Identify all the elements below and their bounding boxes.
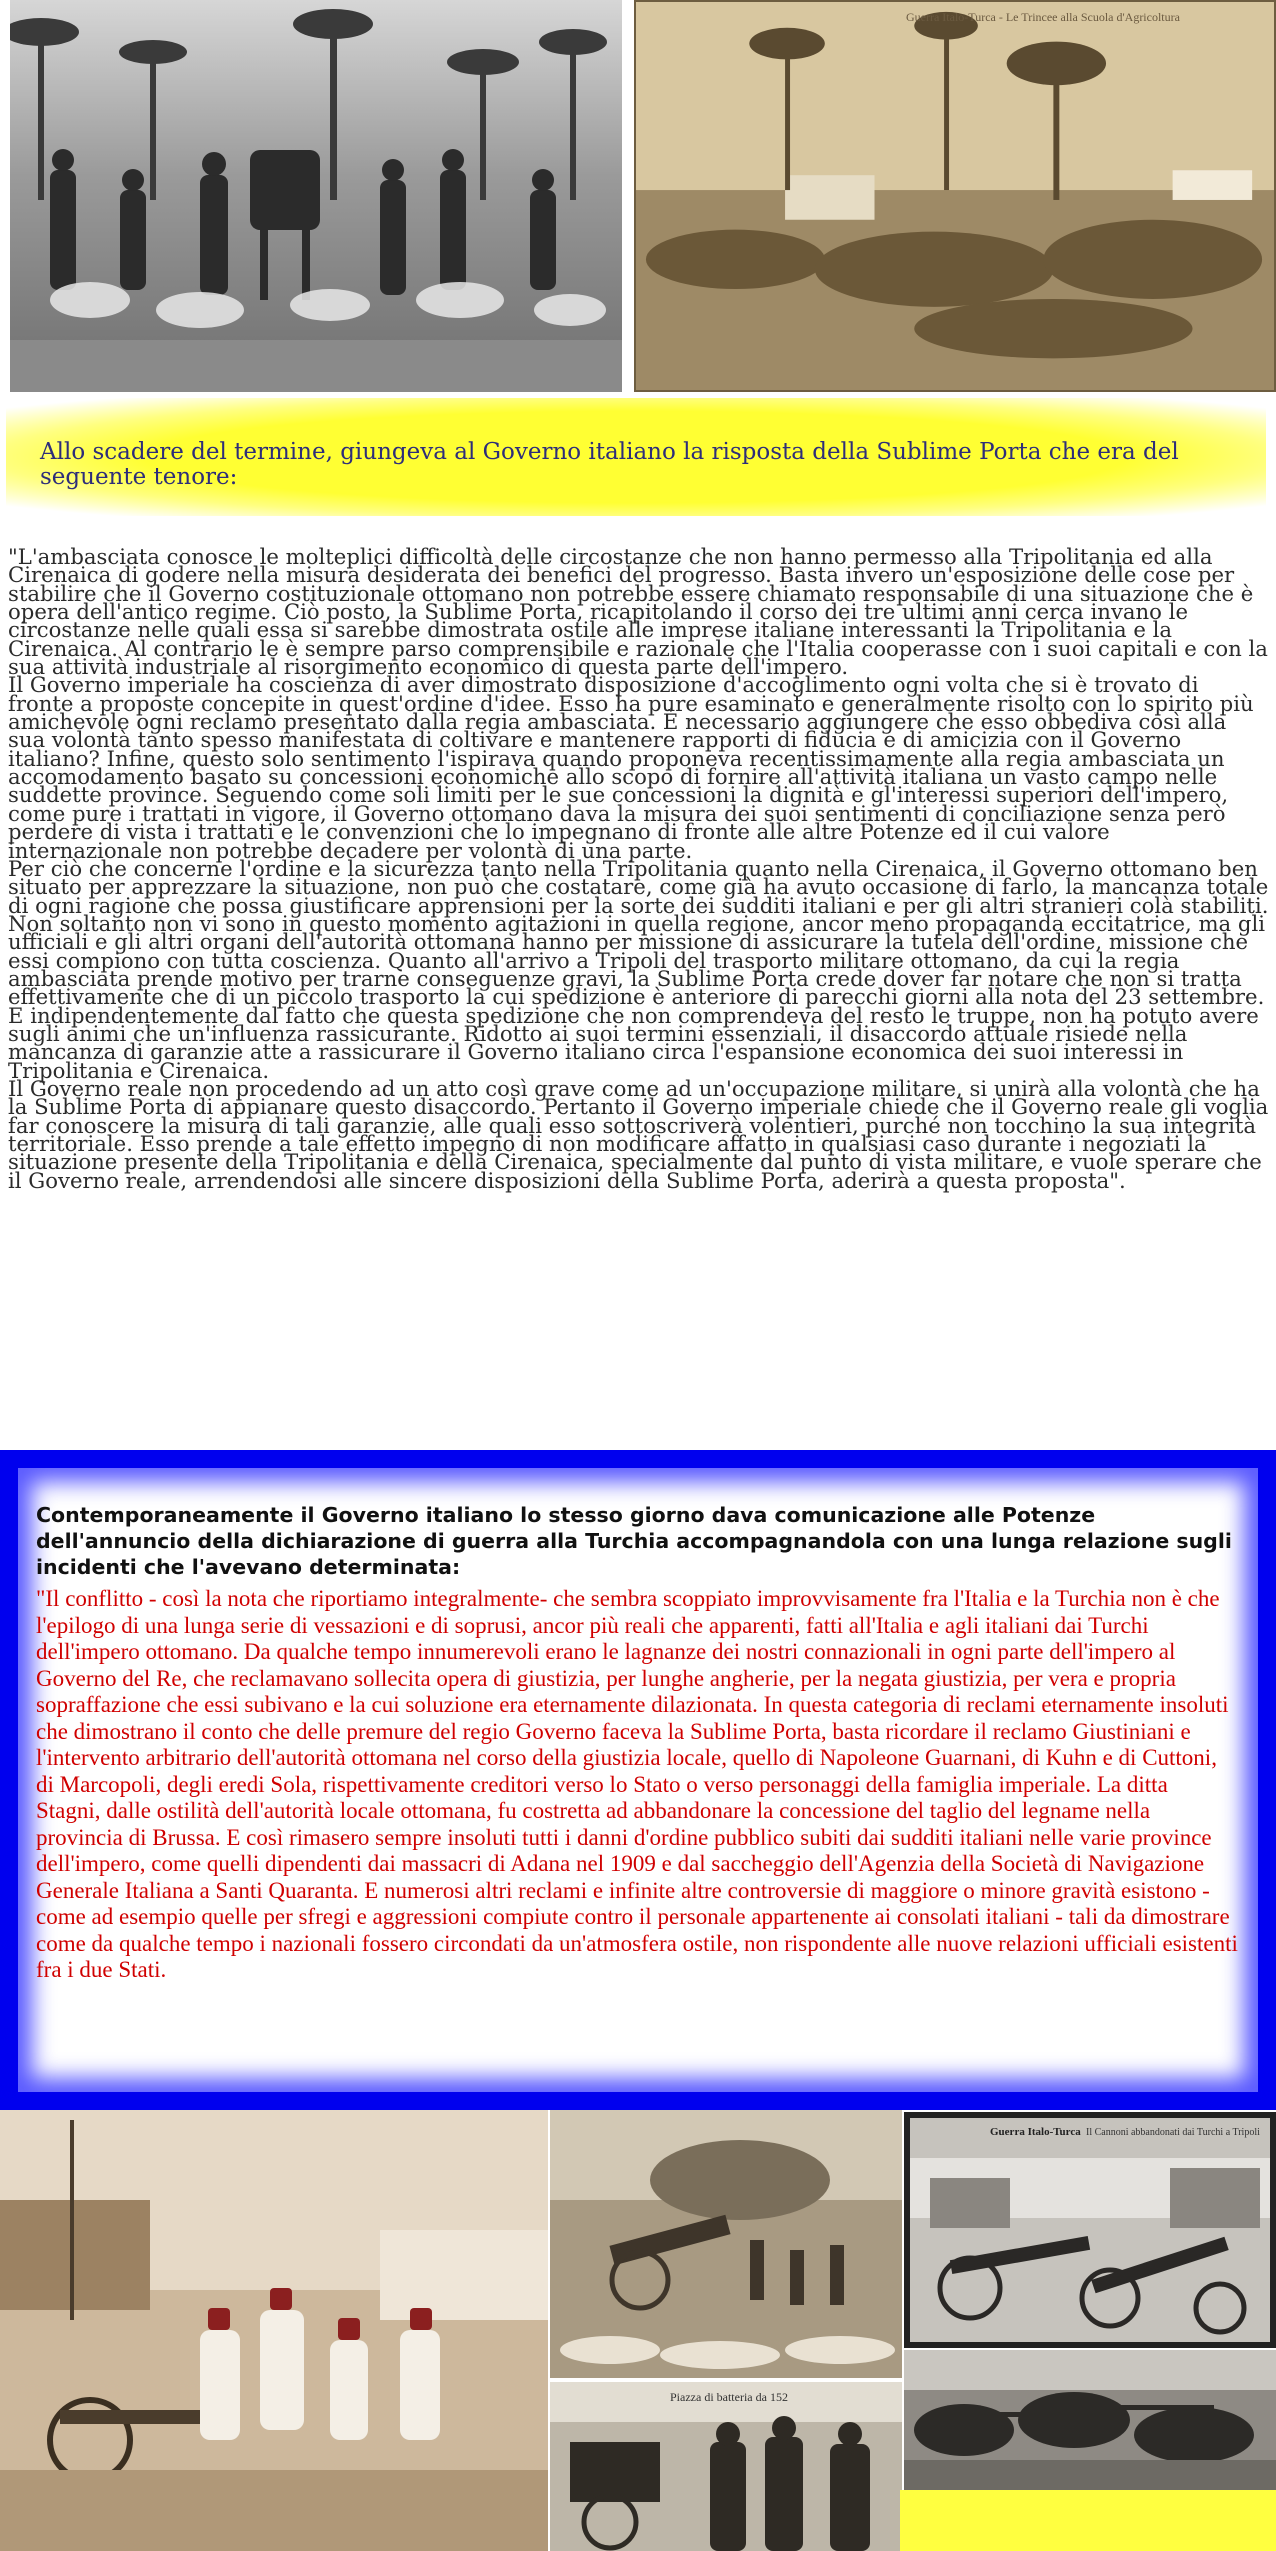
letter-paragraph: Il Governo imperiale ha coscienza di aver dimostrato disposizione d'accoglimento ogni volta che si è trovato di fronte a proposte concepite in quest'ordine d'idee. Esso ha pure esaminato e generalmente risolto con lo spirito più amichevole ogni reclamo presentato dalla regia ambasciata. È necessario aggiungere che esso obbediva così alla sua volontà tanto spesso manifestata di coltivare e mantenere rapporti di fiducia e di amicizia con il Governo italiano? Infine, questo solo sentimento l'ispirava quando proponeva recentissimamente alla regia ambasciata un accomodamento basato su concessioni economiche allo scopo di fornire all'attività italiana un vasto campo nelle suddette province. Seguendo come soli limiti per le sue concessioni la dignità e gl'interessi superiori dell'impero, come pure i trattati in vigore, il Governo ottomano dava la misura dei suoi sentimenti di conciliazione senza però perdere di vista i trattati e le convenzioni che lo impegnano di fronte alle altre Potenze ed il cui valore internazionale non potrebbe decadere per volontà di una parte. — [8, 672, 1254, 863]
letter-paragraph: Per ciò che concerne l'ordine e la sicurezza tanto nella Tripolitania quanto nella Cirenaica, il Governo ottomano ben situato per apprezzare la situazione, non può che costatare, come già ha avuto occasione di farlo, la mancanza totale di ogni ragione che possa giustificare apprensioni per la sorte dei sudditi italiani e per gli altri stranieri colà stabiliti. Non soltanto non vi sono in questo momento agitazioni in quella regione, ancor meno propaganda eccitatrice, ma gli ufficiali e gli altri organi dell'autorità ottomana hanno per missione di assicurare la tutela dell'ordine, missione che essi compiono con tutta coscienza. Quanto all'arrivo a Tripoli del trasporto militare ottomano, da cui la regia ambasciata prende motivo per trarne conseguenze gravi, la Sublime Porta crede dover far notare che non si tratta effettivamente che di un piccolo trasporto la cui spedizione è anteriore di parecchi giorni alla nota del 23 settembre. E indipendentemente dal fatto che questa spedizione che non comprendeva del resto le truppe, non ha potuto avere sugli animi che un'influenza rassicurante. Ridotto ai suoi termini essenziali, il disaccordo attuale risiede nella mancanza di garanzie atte a rassicurare il Governo italiano circa l'espansione economica dei suoi interessi in Tripolitania e Cirenaica. — [8, 855, 1269, 1083]
relation-box-inner — [18, 1468, 1258, 2092]
photo-soldiers-firing — [904, 2350, 1276, 2490]
relation-box — [0, 1450, 1276, 2110]
photo-soldiers-cannon — [0, 2110, 548, 2551]
photo-artillery-battery — [550, 2110, 902, 2378]
photo-tripoli-ambulance — [10, 0, 622, 392]
photo-trenches-agriculture-school — [634, 0, 1276, 392]
letter-paragraph: Il Governo reale non procedendo ad un atto così grave come ad un'occupazione militare, si unirà alla volontà che ha la Sublime Porta di appianare questo disaccordo. Pertanto il Governo imperiale chiede che il Governo reale gli voglia far conoscere la misura di tali garanzie, alle quali esso sottoscriverà volentieri, purché non tocchino la sua integrità territoriale. Esso prende a tale effetto impegno di non modificare affatto in qualsiasi caso durante i negoziati la situazione presente della Tripolitania e della Cirenaica, specialmente dal punto di vista militare, e vuole sperare che il Governo reale, arrendendosi alle sincere disposizioni della Sublime Porta, aderirà a questa proposta". — [8, 1075, 1269, 1193]
photo-card-title-trenches: Guerra Italo-Turca - Le Trincee alla Scuola d'Agricoltura — [906, 10, 1180, 24]
intro-highlight — [6, 398, 1266, 516]
letter-paragraph: "L'ambasciata conosce le molteplici difficoltà delle circostanze che non hanno permesso alla Tripolitania ed alla Cirenaica di godere nella misura desiderata dei benefici del progresso. Basta invero un'esposizione delle cose per stabilire che il Governo costituzionale ottomano non potrebbe essere chiamato responsabile di una situazione che è opera dell'antico regime. Ciò posto, la Sublime Porta, ricapitolando il corso dei tre ultimi anni cerca invano le circostanze nelle quali essa si sarebbe dimostrata ostile alle imprese italiane interessanti la Tripolitania e la Cirenaica. Al contrario le è sempre parso comprensibile e razionale che l'Italia cooperasse con i suoi capitali e con la sua attività industriale al risorgimento economico di questa parte dell'impero. — [8, 544, 1268, 680]
ottoman-reply-letter — [8, 544, 1270, 1193]
relation-heading: Contemporaneamente il Governo italiano lo stesso giorno dava comunicazione alle Potenze dell'annuncio della dichiarazione di guerra alla Turchia accompagnandola con una lunga relazione sugli incidenti che l'avevano determinata: — [36, 1503, 1232, 1579]
photo-abandoned-cannons — [904, 2112, 1276, 2348]
intro-text: Allo scadere del termine, giungeva al Governo italiano la risposta della Sublime Porta che era del seguente tenore: — [40, 439, 1179, 490]
yellow-accent-block — [900, 2490, 1276, 2551]
photo-battery-officers — [550, 2382, 902, 2551]
photo-card-title-cannons: Guerra Italo-Turca — [990, 2126, 1081, 2138]
photo-card-title-battery: Piazza di batteria da 152 — [670, 2390, 788, 2404]
relation-body: "Il conflitto - così la nota che riportiamo integralmente- che sembra scoppiato improvvisamente fra l'Italia e la Turchia non è che l'epilogo di una lunga serie di vessazioni e di soprusi, ancor più reali che apparenti, fatti all'Italia e agli italiani dai Turchi dell'impero ottomano. Da qualche tempo innumerevoli erano le lagnanze dei nostri connazionali in ogni parte dell'impero al Governo del Re, che reclamavano sollecita opera di giustizia, per lunghe angherie, per la negata giustizia, per vera e propria sopraffazione che essi subivano e la cui soluzione era eternamente dilazionata. In questa categoria di reclami eternamente insoluti che dimostrano il conto che delle premure del regio Governo faceva la Sublime Porta, basta ricordare il reclamo Giustiniani e l'intervento arbitrario dell'autorità ottomana nel corso della giustizia locale, quello di Napoleone Guarnani, di Kuhn e di Cuttoni, di Marcopoli, degli eredi Sola, rispettivamente creditori verso lo Stato o verso personaggi della famiglia imperiale. La ditta Stagni, dalle ostilità dell'autorità locale ottomana, fu costretta ad abbandonare la concessione del taglio del legname nella provincia di Brussa. E così rimasero sempre insoluti tutti i danni d'ordine pubblico subiti dai sudditi italiani nelle varie province dell'impero, come quelli dipendenti dai massacri di Adana nel 1909 e dal saccheggio dell'Agenzia della Società di Navigazione Generale Italiana a Santi Quaranta. E numerosi altri reclami e infinite altre controversie di maggiore o minore gravità esistono - come ad esempio quelle per sfregi e aggressioni compiute contro il personale appartenente ai consolati italiani - tali da dimostrare come da qualche tempo i nazionali fossero circondati da un'atmosfera ostile, non rispondente alle nuove relazioni ufficiali esistenti fra i due Stati. — [36, 1586, 1238, 1982]
photo-card-subtitle-cannons: Il Cannoni abbandonati dai Turchi a Tripoli — [1086, 2127, 1260, 2138]
